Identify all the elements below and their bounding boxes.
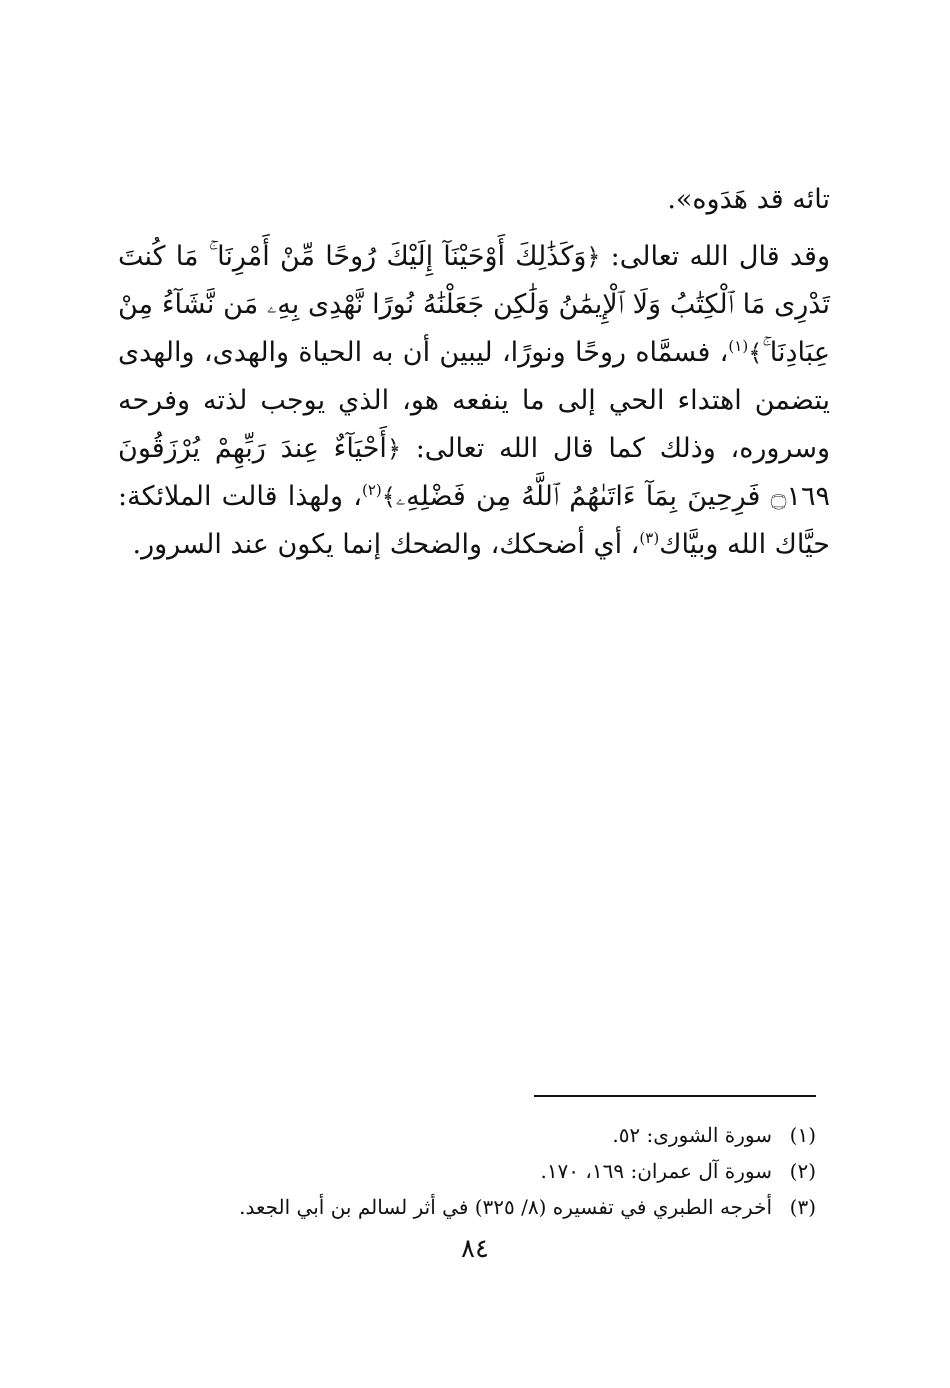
quran-verse-1: وَكَذَٰلِكَ أَوْحَيْنَآ إِلَيْكَ رُوحًا مِّنْ أَمْرِنَا ۚ مَا كُنتَ تَدْرِى مَا ٱلْكِتَٰبُ وَلَا ٱلْإِيمَٰنُ وَلَٰكِن جَعَلْنَٰهُ نُورًا نَّهْدِى بِهِۦ مَن نَّشَآءُ مِنْ عِبَادِنَا ۚ — [118, 241, 830, 368]
footnote-2 — [96, 1153, 816, 1189]
main-text — [118, 176, 830, 569]
paragraph-end-a: ، ولهذا قالت الملائكة: حيَّاك الله وبيَّاك — [118, 481, 830, 560]
footnote-text: سورة الشورى: ٥٢. — [612, 1123, 772, 1147]
quran-verse-2: أَحْيَآءٌ عِندَ رَبِّهِمْ يُرْزَقُونَ ۝١٦٩ فَرِحِينَ بِمَآ ءَاتَىٰهُمُ ٱللَّهُ مِن فَضْلِهِۦ — [118, 433, 830, 512]
quran-close-bracket: ﴾ — [748, 339, 763, 367]
footnote-ref-1: (١) — [728, 337, 749, 355]
footnote-ref-3: (٣) — [639, 529, 660, 547]
footnote-number: (١) — [789, 1123, 816, 1147]
paragraph — [118, 233, 830, 569]
footnote-number: (٣) — [789, 1195, 816, 1219]
text-line-top: تائه قد هَدَوه». — [667, 184, 830, 215]
footnote-3 — [96, 1189, 816, 1225]
quran-open-bracket-2: ﴿ — [386, 435, 401, 463]
footnote-separator — [534, 1095, 816, 1097]
quran-open-bracket: ﴿ — [586, 243, 601, 271]
footnotes — [96, 1117, 816, 1225]
page-number: ٨٤ — [461, 1234, 489, 1264]
paragraph-end-b: ، أي أضحكك، والضحك إنما يكون عند السرور. — [132, 529, 640, 560]
quran-close-bracket-2: ﴾ — [381, 483, 396, 511]
footnote-text: سورة آل عمران: ١٦٩، ١٧٠. — [540, 1159, 772, 1183]
footnote-ref-2: (٢) — [362, 481, 382, 499]
footnote-text: أخرجه الطبري في تفسيره (٨/ ٣٢٥) في أثر لسالم بن أبي الجعد. — [239, 1195, 772, 1219]
paragraph-intro: وقد قال الله تعالى: — [600, 241, 830, 272]
footnote-number: (٢) — [789, 1159, 816, 1183]
paragraph-middle: ، فسمَّاه روحًا ونورًا، ليبين أن به الحياة والهدى، والهدى يتضمن اهتداء الحي إلى ما ينفعه هو، الذي يوجب لذته وفرحه وسروره، وذلك كما قال الله تعالى: — [118, 337, 830, 464]
footnote-1 — [96, 1117, 816, 1153]
